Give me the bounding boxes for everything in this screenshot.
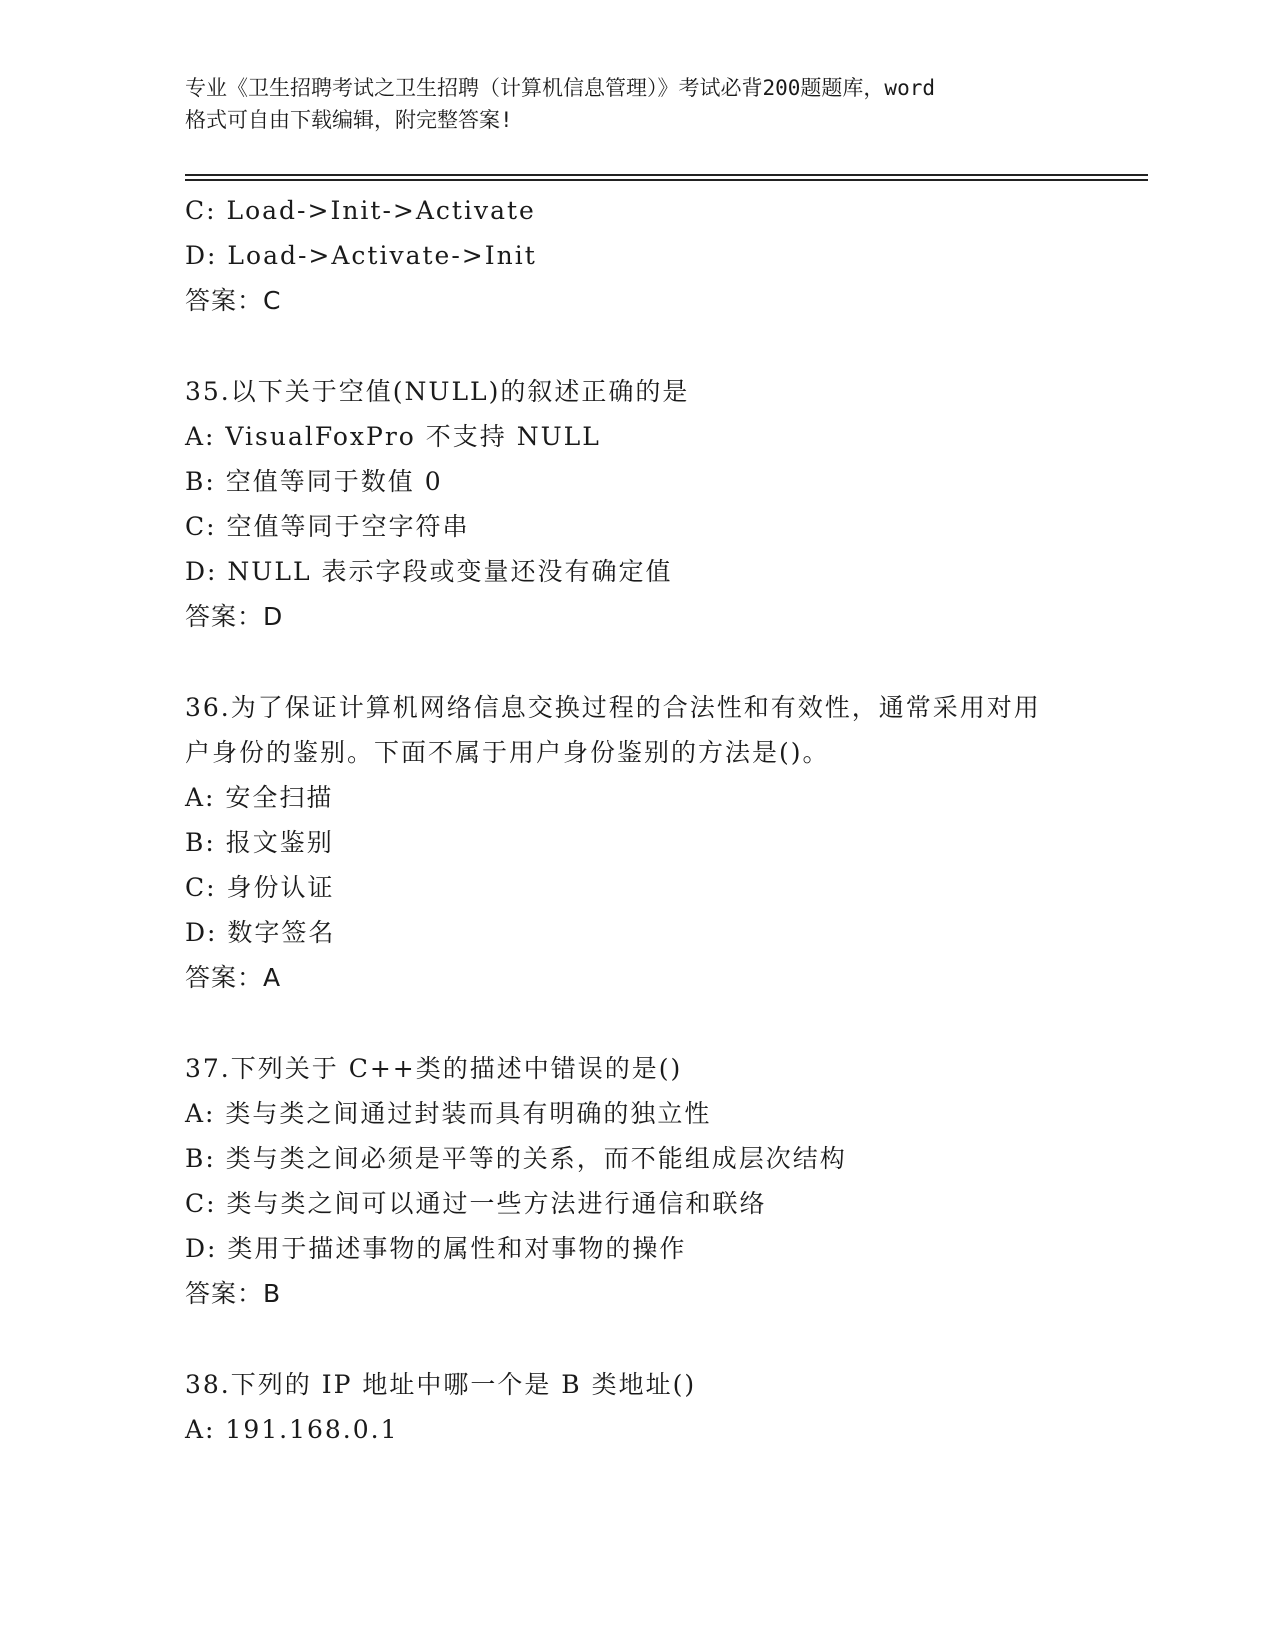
document-header — [185, 72, 1085, 136]
answer-line: 答案：C — [185, 286, 282, 315]
option-c: C: 身份认证 — [185, 873, 335, 902]
option-d: D: 类用于描述事物的属性和对事物的操作 — [185, 1234, 687, 1263]
answer-line: 答案：B — [185, 1279, 282, 1308]
header-line-2: 格式可自由下载编辑，附完整答案! — [185, 108, 513, 132]
question-stem: 36.为了保证计算机网络信息交换过程的合法性和有效性，通常采用对用户身份的鉴别。下面不属于用户身份鉴别的方法是()。 — [185, 693, 1041, 767]
answer-line: 答案：D — [185, 602, 284, 631]
question-stem: 37.下列关于 C++类的描述中错误的是() — [185, 1054, 683, 1083]
header-divider-bottom — [185, 179, 1148, 181]
option-d: D: 数字签名 — [185, 918, 336, 947]
question-block-38 — [185, 1362, 1085, 1452]
question-list — [185, 188, 1085, 1452]
option-d: D: NULL 表示字段或变量还没有确定值 — [185, 557, 673, 586]
question-stem: 35.以下关于空值(NULL)的叙述正确的是 — [185, 377, 690, 406]
option-c: C: 类与类之间可以通过一些方法进行通信和联络 — [185, 1189, 767, 1218]
option-a: A: 191.168.0.1 — [185, 1415, 399, 1444]
answer-line: 答案：A — [185, 963, 282, 992]
header-divider-top — [185, 174, 1148, 176]
option-b: B: 报文鉴别 — [185, 828, 334, 857]
question-block-36 — [185, 685, 1085, 1000]
option-c: C: Load->Init->Activate — [185, 196, 536, 225]
question-block-37 — [185, 1046, 1085, 1316]
option-c: C: 空值等同于空字符串 — [185, 512, 470, 541]
option-a: A: 安全扫描 — [185, 783, 334, 812]
option-b: B: 空值等同于数值 0 — [185, 467, 443, 496]
question-block-34 — [185, 188, 1085, 323]
header-line-1: 专业《卫生招聘考试之卫生招聘（计算机信息管理）》考试必背200题题库，word — [185, 76, 935, 100]
option-a: A: 类与类之间通过封装而具有明确的独立性 — [185, 1099, 712, 1128]
option-d: D: Load->Activate->Init — [185, 241, 537, 270]
question-stem: 38.下列的 IP 地址中哪一个是 B 类地址() — [185, 1370, 697, 1399]
option-b: B: 类与类之间必须是平等的关系，而不能组成层次结构 — [185, 1144, 847, 1173]
option-a: A: VisualFoxPro 不支持 NULL — [185, 422, 601, 451]
question-block-35 — [185, 369, 1085, 639]
